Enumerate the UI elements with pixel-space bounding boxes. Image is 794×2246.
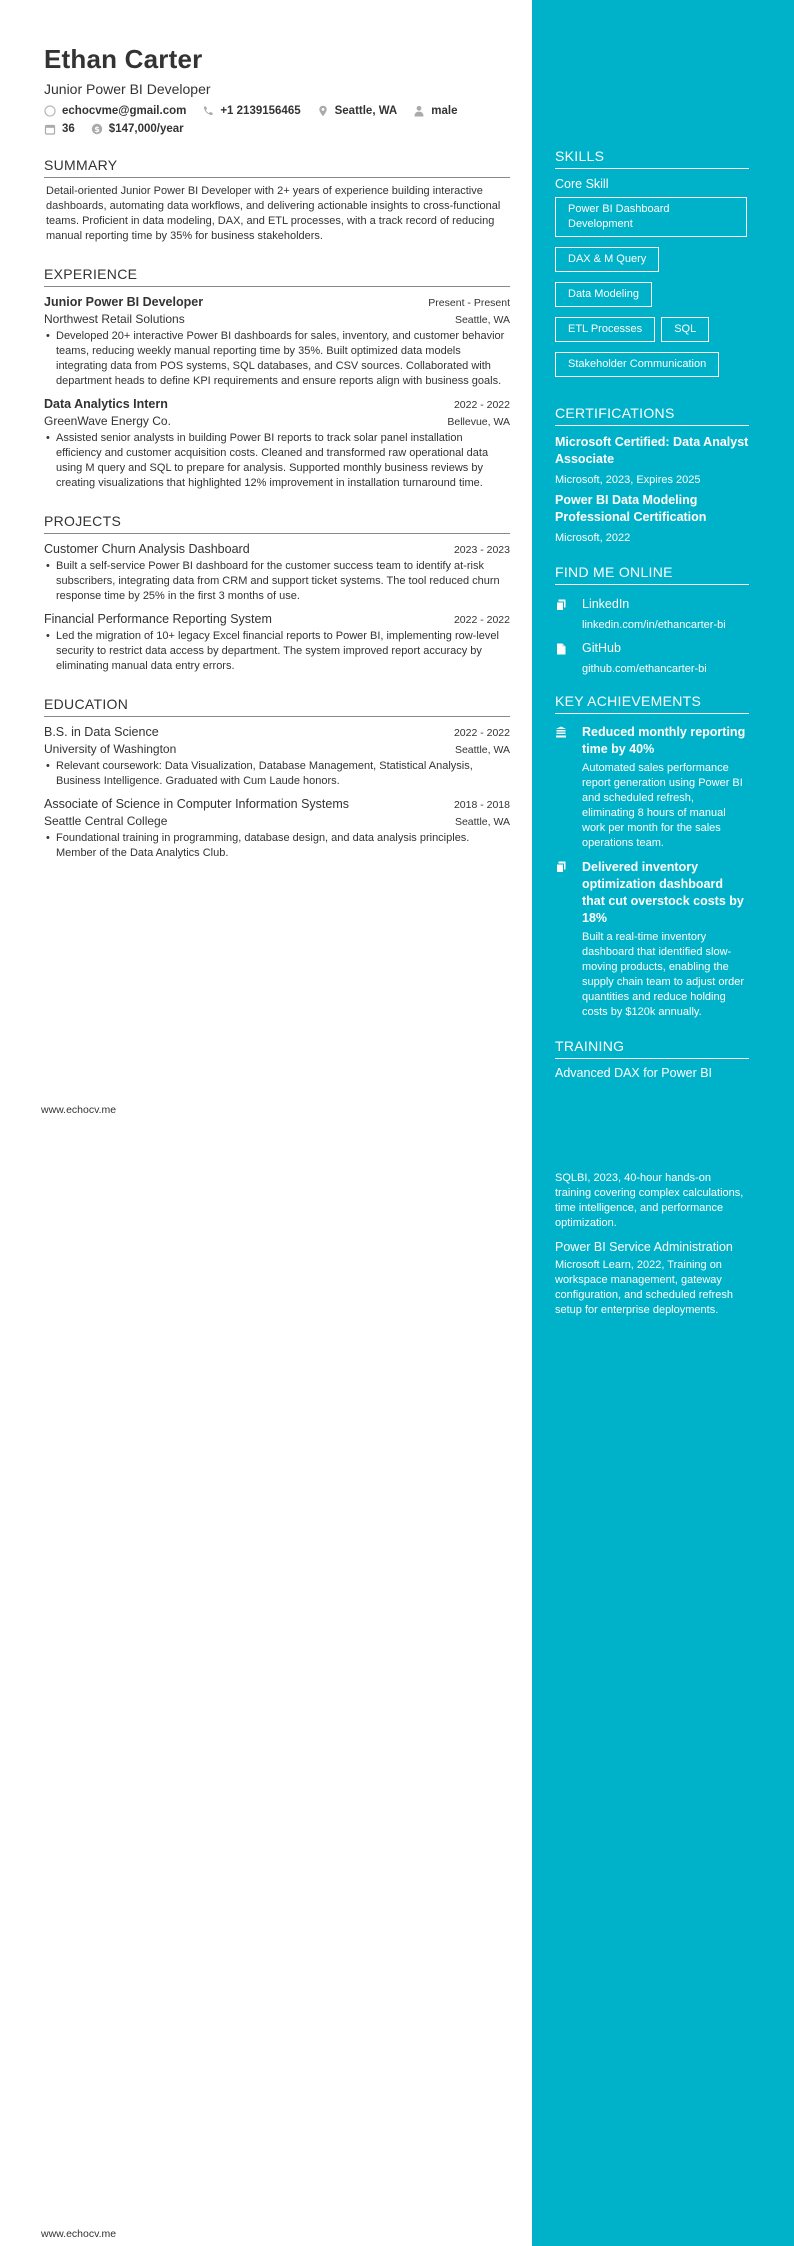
contact-email[interactable] <box>44 105 186 117</box>
summary-text: Detail-oriented Junior Power BI Developer with 2+ years of experience building interactive dashboards, automating data workflows, and delivering actionable insights to cross-functional teams. Proficient in data modeling, DAX, and ETL processes, with a track record of reducing manual reporting time by 35% for business stakeholders. <box>46 185 501 242</box>
achievement-item <box>555 859 749 1020</box>
email-text: echocvme@gmail.com <box>62 105 187 117</box>
education-degree: B.S. in Data Science <box>44 725 159 739</box>
experience-date: Present - Present <box>428 297 510 309</box>
skill-tag: ETL Processes <box>555 317 655 342</box>
online-item-linkedin[interactable] <box>555 597 749 631</box>
skill-tag: SQL <box>661 317 709 342</box>
phone-text: +1 2139156465 <box>220 105 301 117</box>
project-bullet: • Led the migration of 10+ legacy Excel financial reports to Power BI, implementing row-level security to restrict data access by department. The system improved report accuracy by eliminating manual data entry errors. <box>44 629 510 674</box>
age-text: 36 <box>62 123 75 135</box>
skill-tag: DAX & M Query <box>555 247 659 272</box>
training-heading: TRAINING <box>555 1038 749 1059</box>
bank-icon <box>555 724 582 851</box>
contact-info <box>44 105 510 141</box>
experience-company: Northwest Retail Solutions <box>44 312 185 326</box>
training-name: Power BI Service Administration <box>555 1240 733 1254</box>
online-url[interactable]: linkedin.com/in/ethancarter-bi <box>582 619 726 631</box>
online-label: LinkedIn <box>582 597 630 611</box>
contact-location <box>317 105 398 117</box>
online-heading: FIND ME ONLINE <box>555 564 749 585</box>
experience-heading: EXPERIENCE <box>44 266 510 287</box>
github-icon <box>555 641 582 675</box>
skill-tag: Stakeholder Communication <box>555 352 719 377</box>
education-degree: Associate of Science in Computer Information Systems <box>44 797 349 811</box>
person-icon <box>413 105 425 117</box>
calendar-icon <box>44 123 56 135</box>
experience-bullet: • Assisted senior analysts in building Power BI reports to track solar panel installation efficiency and customer acquisition costs. Cleaned and transformed raw operational data using M query and SQL to prepare for analysis. Supported monthly business reviews by creating visualizations that highlighted 12% improvement in installation turnaround time. <box>44 431 510 491</box>
achievement-desc: Built a real-time inventory dashboard that identified slow-moving products, enabling the supply chain team to adjust order quantities and reduce holding costs by $120k annually. <box>582 931 745 1018</box>
candidate-name: Ethan Carter <box>44 44 203 74</box>
experience-entry <box>44 295 510 389</box>
document-icon <box>555 859 582 1020</box>
achievement-desc: Automated sales performance report generation using Power BI and scheduled refresh, eliminating 8 hours of manual work per month for the sales operations team. <box>582 762 743 849</box>
education-entry <box>44 725 510 789</box>
svg-text:$: $ <box>94 125 100 134</box>
certifications-heading: CERTIFICATIONS <box>555 405 749 426</box>
location-text: Seattle, WA <box>334 105 398 117</box>
education-date: 2022 - 2022 <box>453 727 510 739</box>
skill-list <box>555 197 749 387</box>
education-location: Seattle, WA <box>454 744 510 756</box>
project-date: 2022 - 2022 <box>453 614 510 626</box>
project-entry <box>44 542 510 604</box>
training-desc: Microsoft Learn, 2022, Training on workspace management, gateway configuration, and scheduled refresh setup for enterprise deployments. <box>555 1259 733 1316</box>
certification-detail: Microsoft, 2023, Expires 2025 <box>555 474 701 486</box>
phone-icon <box>202 105 214 117</box>
education-heading: EDUCATION <box>44 696 510 717</box>
certification-name: Power BI Data Modeling Professional Certification <box>555 493 707 524</box>
achievement-title: Delivered inventory optimization dashboard that cut overstock costs by 18% <box>582 860 744 925</box>
education-location: Seattle, WA <box>454 816 510 828</box>
experience-entry <box>44 397 510 491</box>
sidebar-column <box>555 148 749 1318</box>
project-name: Customer Churn Analysis Dashboard <box>44 542 250 556</box>
location-pin-icon <box>317 105 329 117</box>
certification-item <box>555 434 749 486</box>
project-name: Financial Performance Reporting System <box>44 612 272 626</box>
experience-location: Bellevue, WA <box>447 416 510 428</box>
skills-heading: SKILLS <box>555 148 749 169</box>
footer-link[interactable]: www.echocv.me <box>41 1104 117 1116</box>
certification-name: Microsoft Certified: Data Analyst Associate <box>555 435 749 466</box>
achievement-item <box>555 724 749 851</box>
education-school: Seattle Central College <box>44 814 168 828</box>
experience-company: GreenWave Energy Co. <box>44 414 171 428</box>
education-school: University of Washington <box>44 742 177 756</box>
education-date: 2018 - 2018 <box>453 799 510 811</box>
salary-text: $147,000/year <box>108 123 184 135</box>
email-icon <box>44 105 56 117</box>
skill-tag: Power BI Dashboard Development <box>555 197 747 237</box>
project-entry <box>44 612 510 674</box>
online-label: GitHub <box>582 641 621 655</box>
job-title: Junior Power BI Developer <box>44 81 211 97</box>
contact-gender <box>413 105 457 117</box>
gender-text: male <box>431 105 458 117</box>
experience-bullet: • Developed 20+ interactive Power BI dashboards for sales, inventory, and customer behavior teams, reducing weekly manual reporting time by 35%. Built optimized data models integrating data from POS systems, SQL databases, and CSV sources. Collaborated with department heads to define KPI requirements and ensure reports align with business goals. <box>44 329 510 389</box>
skills-subtitle: Core Skill <box>555 177 609 191</box>
online-item-github[interactable] <box>555 641 749 675</box>
certification-detail: Microsoft, 2022 <box>555 532 631 544</box>
training-desc: SQLBI, 2023, 40-hour hands-on training covering complex calculations, time intelligence, and performance optimization. <box>555 1172 744 1229</box>
contact-age <box>44 123 75 135</box>
contact-salary <box>91 123 184 135</box>
online-url[interactable]: github.com/ethancarter-bi <box>582 663 707 675</box>
project-bullet: • Built a self-service Power BI dashboard for the customer success team to identify at-risk subscribers, integrating data from CRM and support ticket systems. The tool reduced churn response time by 25% in the first 3 months of use. <box>44 559 510 604</box>
experience-location: Seattle, WA <box>454 314 510 326</box>
training-name: Advanced DAX for Power BI <box>555 1066 713 1080</box>
project-date: 2023 - 2023 <box>453 544 510 556</box>
achievement-title: Reduced monthly reporting time by 40% <box>582 725 746 756</box>
linkedin-icon <box>555 597 582 631</box>
education-bullet: • Relevant coursework: Data Visualization, Database Management, Statistical Analysis, Business Intelligence. Graduated with Cum Laude honors. <box>44 759 510 789</box>
experience-role: Data Analytics Intern <box>44 397 168 411</box>
experience-date: 2022 - 2022 <box>453 399 510 411</box>
education-bullet: • Foundational training in programming, database design, and data analysis principles. Member of the Data Analytics Club. <box>44 831 510 861</box>
projects-heading: PROJECTS <box>44 513 510 534</box>
footer-link[interactable]: www.echocv.me <box>41 2228 117 2240</box>
achievements-heading: KEY ACHIEVEMENTS <box>555 693 749 714</box>
contact-phone[interactable] <box>202 105 300 117</box>
experience-role: Junior Power BI Developer <box>44 295 204 309</box>
main-column <box>44 44 510 861</box>
education-entry <box>44 797 510 861</box>
certification-item <box>555 492 749 544</box>
salary-icon <box>91 123 103 135</box>
skill-tag: Data Modeling <box>555 282 652 307</box>
summary-heading: SUMMARY <box>44 157 510 178</box>
